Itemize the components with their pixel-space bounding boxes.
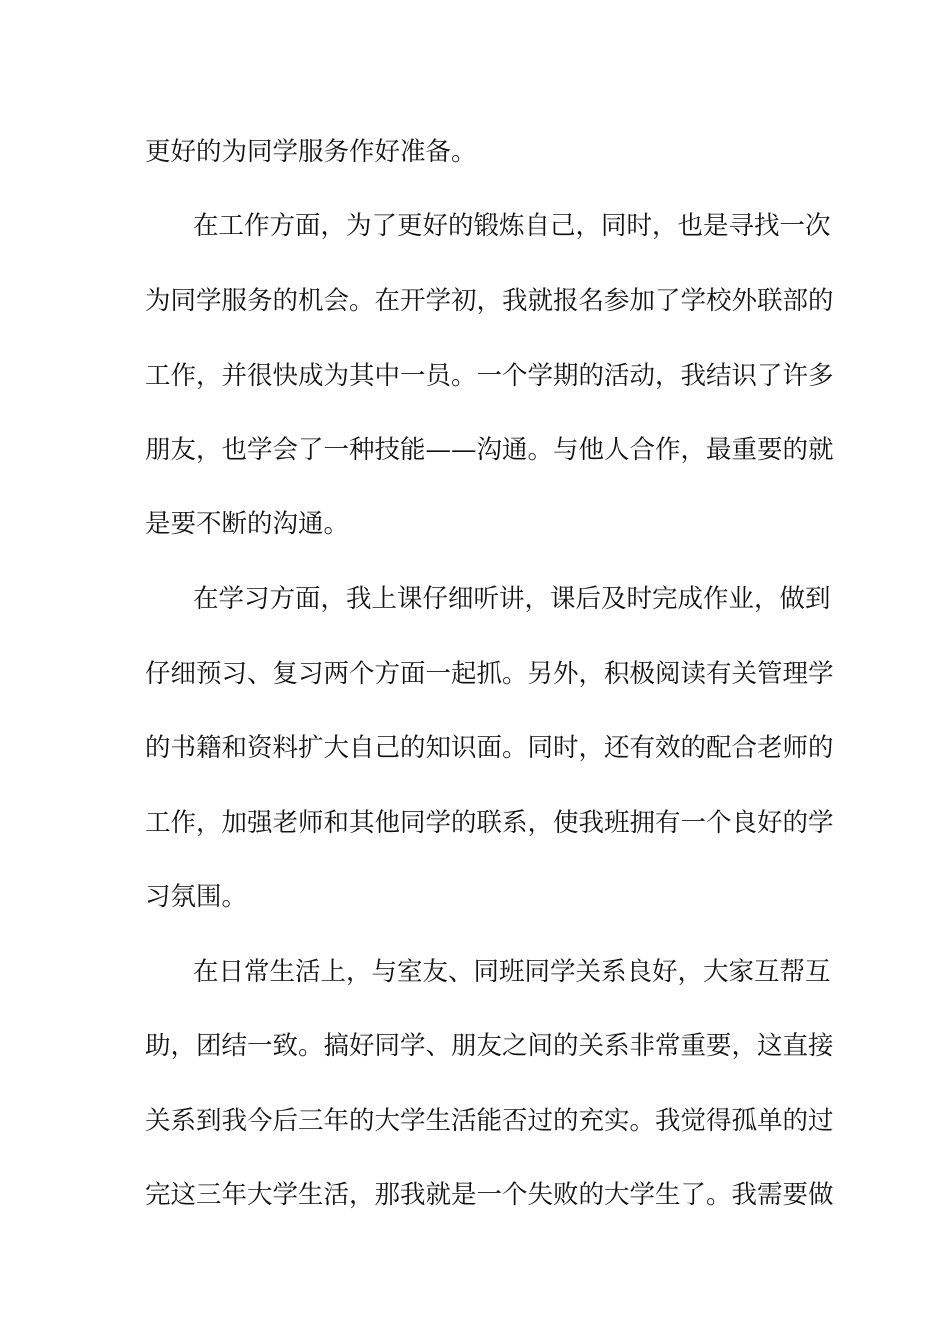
- text-line: 朋友，也学会了一种技能——沟通。与他人合作，最重要的就: [145, 435, 834, 465]
- text-line: 习氛围。: [145, 882, 248, 912]
- paragraph-first-line: 在日常生活上，与室友、同班同学关系良好，大家互帮互: [193, 957, 831, 987]
- text-line: 工作，加强老师和其他同学的联系，使我班拥有一个良好的学: [145, 808, 834, 838]
- text-line: 助，团结一致。搞好同学、朋友之间的关系非常重要，这直接: [145, 1031, 834, 1061]
- text-line: 为同学服务的机会。在开学初，我就报名参加了学校外联部的: [145, 286, 834, 316]
- text-line: 的书籍和资料扩大自己的知识面。同时，还有效的配合老师的: [145, 733, 834, 763]
- paragraph-first-line: 在学习方面，我上课仔细听讲，课后及时完成作业，做到: [193, 584, 831, 614]
- text-line: 是要不断的沟通。: [145, 509, 350, 539]
- text-line: 关系到我今后三年的大学生活能否过的充实。我觉得孤单的过: [145, 1106, 834, 1136]
- text-line: 仔细预习、复习两个方面一起抓。另外，积极阅读有关管理学: [145, 659, 834, 689]
- paragraph-first-line: 在工作方面，为了更好的锻炼自己，同时，也是寻找一次: [193, 211, 831, 241]
- text-line: 更好的为同学服务作好准备。: [145, 137, 477, 167]
- text-line: 工作，并很快成为其中一员。一个学期的活动，我结识了许多: [145, 361, 834, 391]
- text-line: 完这三年大学生活，那我就是一个失败的大学生了。我需要做: [145, 1180, 834, 1210]
